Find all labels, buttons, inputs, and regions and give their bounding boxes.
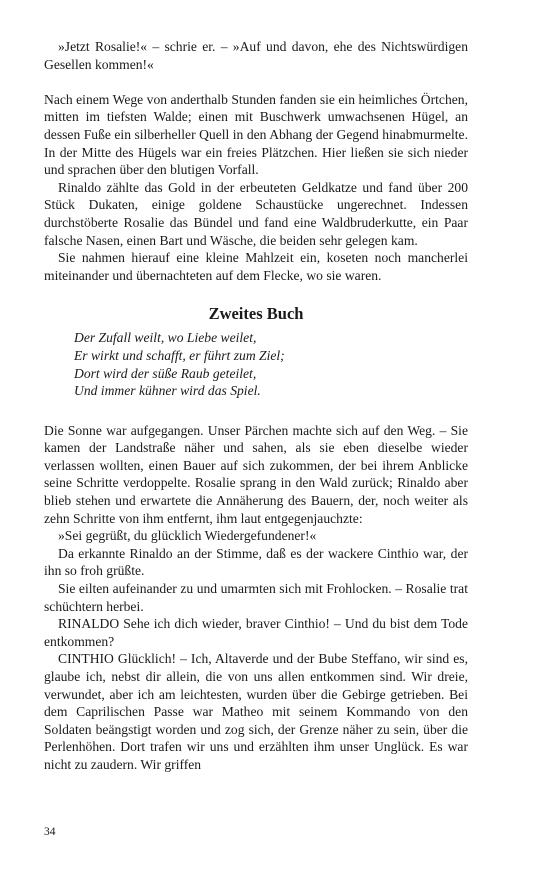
- verse-line: Er wirkt und schafft, er führt zum Ziel;: [74, 347, 285, 363]
- epigraph-verse: [74, 329, 468, 399]
- paragraph-gap: [44, 73, 468, 91]
- verse-line: Der Zufall weilt, wo Liebe weilet,: [74, 330, 257, 346]
- paragraph: Die Sonne war aufgegangen. Unser Pärchen machte sich auf den Weg. – Sie kamen der Landstraße näher und sahen, als sie eben dieselbe wieder verlassen wollten, einen Bauer auf sich zukommen, der bei ihrem Anblicke seine Schritte verdoppelte. Rosalie sprang in den Wald zurück; Rinaldo aber blieb stehen und erwartete die Annäherung des Bauern, der, noch weiter als zehn Schritte von ihm entfernt, ihm laut entgegenjauchzte:: [44, 422, 468, 526]
- paragraph: Rinaldo zählte das Gold in der erbeuteten Geldkatze und fand über 200 Stück Dukaten, einige goldene Schaustücke ungerechnet. Indessen durchstöberte Rosalie das Bündel und fand eine Waldbruderkutte, ein Paar falsche Nasen, einen Bart und Wäsche, die beiden sehr gelegen kam.: [44, 179, 468, 248]
- paragraph: Sie eilten aufeinander zu und umarmten sich mit Frohlocken. – Rosalie trat schüchtern herbei.: [44, 581, 468, 614]
- page-number: 34: [44, 826, 56, 838]
- verse-line: Dort wird der süße Raub geteilet,: [74, 365, 257, 381]
- verse-line: Und immer kühner wird das Spiel.: [74, 383, 261, 399]
- page-body: [44, 38, 468, 774]
- paragraph: Sie nahmen hierauf eine kleine Mahlzeit ein, koseten noch mancherlei miteinander und übernachteten auf dem Flecke, wo sie waren.: [44, 250, 468, 283]
- paragraph: Nach einem Wege von anderthalb Stunden fanden sie ein heimliches Örtchen, mitten im tiefsten Walde; einen mit Buschwerk umwachsenen Hügel, an dessen Fuße ein silberheller Quell in den Abhang der Gegend hinabmurmelte. In der Mitte des Hügels war ein freies Plätzchen. Hier ließen sie sich nieder und sprachen über den blutigen Vorfall.: [44, 91, 468, 178]
- paragraph: »Sei gegrüßt, du glücklich Wiedergefundener!«: [58, 528, 317, 544]
- paragraph: Da erkannte Rinaldo an der Stimme, daß es der wackere Cinthio war, der ihn so froh grüßte.: [44, 545, 468, 579]
- section-gap: [44, 400, 468, 422]
- paragraph: CINTHIO Glücklich! – Ich, Altaverde und der Bube Steffano, wir sind es, glaube ich, nebst dir allein, die von uns allen entkommen sind. Wir dreie, verwundet, aber ich am leichtesten, wurden über die Gebirge getrieben. Bei dem Caprilischen Passe war Matheo mit seinem Kommando von den Soldaten beängstigt worden und zog sich, der Grenze näher zu sein, über die Perlenhöhen. Dort trafen wir uns und erzählten ihm unser Unglück. Es war nicht zu zaudern. Wir griffen: [44, 651, 468, 772]
- chapter-heading: Zweites Buch: [208, 304, 304, 324]
- paragraph: RINALDO Sehe ich dich wieder, braver Cinthio! – Und du bist dem Tode entkommen?: [44, 616, 468, 649]
- section-gap: [44, 284, 468, 303]
- paragraph: »Jetzt Rosalie!« – schrie er. – »Auf und davon, ehe des Nichtswürdigen Gesellen kommen!«: [44, 39, 468, 72]
